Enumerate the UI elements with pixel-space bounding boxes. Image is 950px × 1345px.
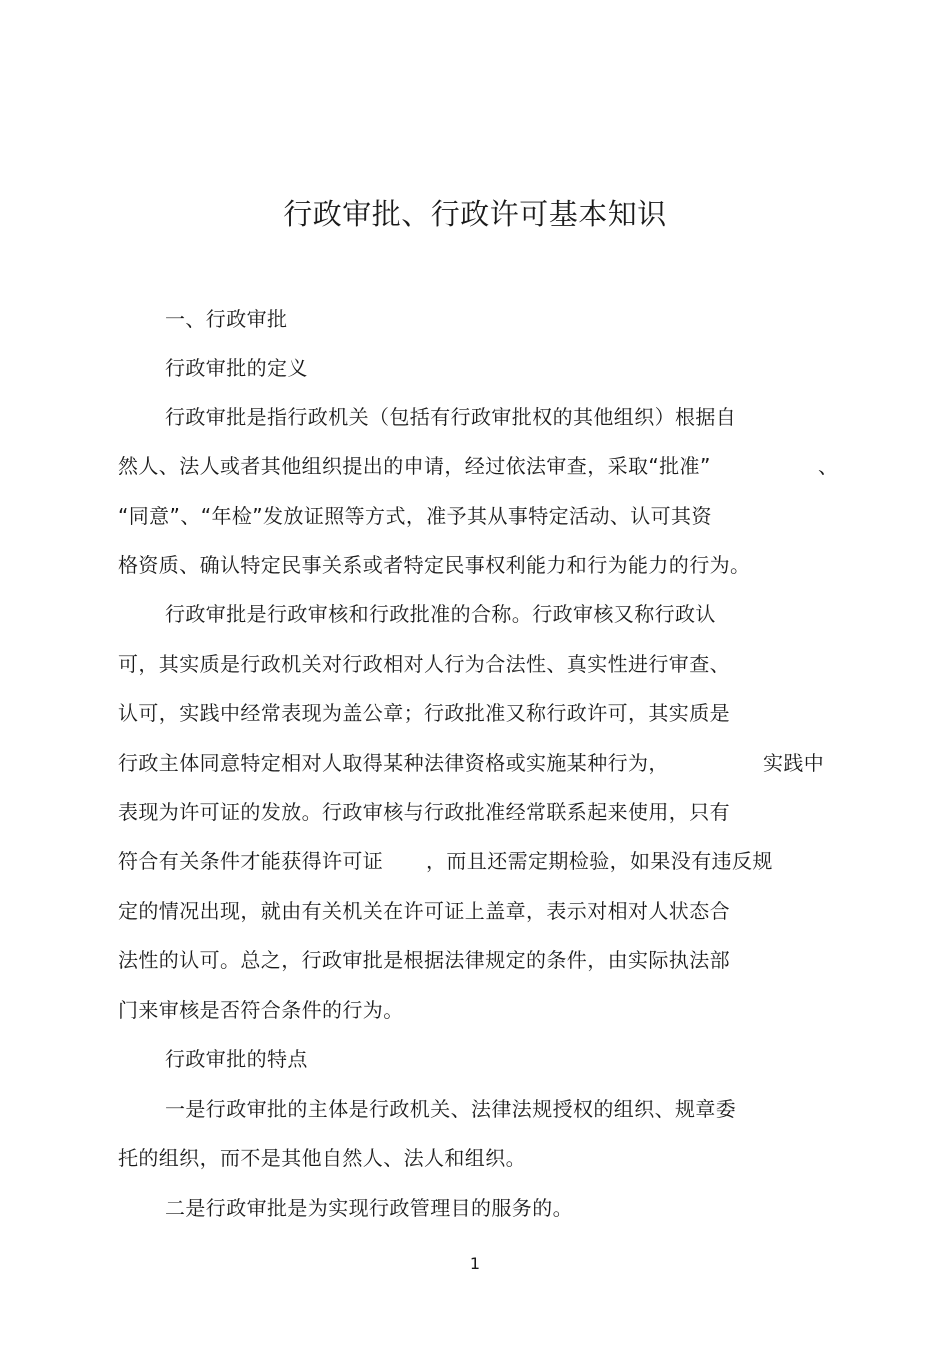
section-heading: 一、行政审批 [165, 307, 288, 331]
subheading-features: 行政审批的特点 [165, 1047, 308, 1071]
para2-line6-tail: ，而且还需定期检验，如果没有违反规 [426, 849, 773, 873]
subheading-definition: 行政审批的定义 [165, 356, 308, 380]
para1-line4: 格资质、确认特定民事关系或者特定民事权利能力和行为能力的行为。 [118, 553, 751, 577]
para3-line1: 一是行政审批的主体是行政机关、法律法规授权的组织、规章委 [165, 1097, 737, 1121]
document-title: 行政审批、行政许可基本知识 [283, 197, 667, 231]
para1-line2: 然人、法人或者其他组织提出的申请，经过依法审查，采取“批准” [118, 454, 711, 478]
para2-line9: 门来审核是否符合条件的行为。 [118, 998, 404, 1022]
para2-line1: 行政审批是行政审核和行政批准的合称。行政审核又称行政认 [165, 602, 716, 626]
para1-line3: “同意”、“年检”发放证照等方式，准予其从事特定活动、认可其资 [118, 504, 712, 528]
para2-line7: 定的情况出现，就由有关机关在许可证上盖章，表示对相对人状态合 [118, 899, 730, 923]
para4-line1: 二是行政审批是为实现行政管理目的服务的。 [165, 1196, 573, 1220]
para2-line6: 符合有关条件才能获得许可证 [118, 849, 384, 873]
para2-line4-tail: 实践中 [763, 751, 825, 775]
para3-line2: 托的组织，而不是其他自然人、法人和组织。 [118, 1146, 526, 1170]
page-number: 1 [469, 1254, 481, 1273]
para2-line3: 认可，实践中经常表现为盖公章；行政批准又称行政许可，其实质是 [118, 701, 730, 725]
para2-line5: 表现为许可证的发放。行政审核与行政批准经常联系起来使用，只有 [118, 800, 730, 824]
para2-line2: 可，其实质是行政机关对行政相对人行为合法性、真实性进行审查、 [118, 652, 730, 676]
para1-line2-tail: 、 [818, 454, 839, 478]
para2-line4: 行政主体同意特定相对人取得某种法律资格或实施某种行为， [118, 751, 669, 775]
para1-line1: 行政审批是指行政机关（包括有行政审批权的其他组织）根据自 [165, 405, 737, 429]
para2-line8: 法性的认可。总之，行政审批是根据法律规定的条件，由实际执法部 [118, 948, 730, 972]
